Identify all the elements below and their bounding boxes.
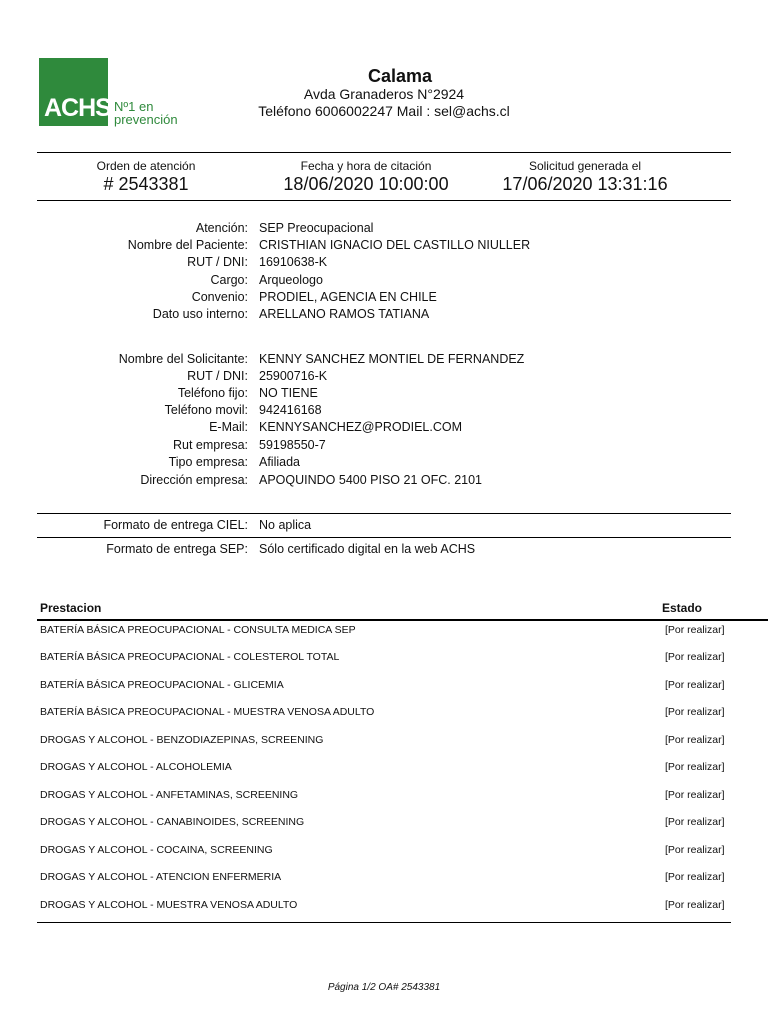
field-label: Teléfono fijo: bbox=[177, 386, 248, 400]
field-value: 16910638-K bbox=[259, 255, 328, 269]
field-value: PRODIEL, AGENCIA EN CHILE bbox=[259, 290, 437, 304]
logo-tagline-1: Nº1 en bbox=[114, 99, 154, 114]
table-row bbox=[0, 734, 768, 748]
divider bbox=[37, 513, 731, 514]
field-value: 942416168 bbox=[259, 403, 322, 417]
service-name: DROGAS Y ALCOHOL - CANABINOIDES, SCREENING bbox=[40, 816, 305, 828]
field-value: 25900716-K bbox=[259, 369, 328, 383]
field-value: APOQUINDO 5400 PISO 21 OFC. 2101 bbox=[259, 473, 483, 487]
patient-row bbox=[0, 273, 768, 290]
service-status: [Por realizar] bbox=[665, 706, 725, 718]
field-value: Afiliada bbox=[259, 455, 300, 469]
service-status: [Por realizar] bbox=[665, 899, 725, 911]
field-label: Teléfono movil: bbox=[164, 403, 248, 417]
table-row bbox=[0, 844, 768, 858]
service-name: DROGAS Y ALCOHOL - MUESTRA VENOSA ADULTO bbox=[40, 899, 298, 911]
requester-row bbox=[0, 473, 768, 490]
field-label: Dato uso interno: bbox=[152, 307, 248, 321]
requester-row bbox=[0, 386, 768, 403]
table-row bbox=[0, 651, 768, 665]
order-number-block bbox=[26, 159, 266, 195]
divider bbox=[37, 200, 731, 201]
service-name: DROGAS Y ALCOHOL - BENZODIAZEPINAS, SCREENING bbox=[40, 734, 324, 746]
field-label: RUT / DNI: bbox=[187, 369, 248, 383]
service-name: DROGAS Y ALCOHOL - ALCOHOLEMIA bbox=[40, 761, 232, 773]
table-row bbox=[0, 789, 768, 803]
created-label: Solicitud generada el bbox=[528, 159, 642, 173]
field-label: Tipo empresa: bbox=[168, 455, 248, 469]
service-status: [Por realizar] bbox=[665, 761, 725, 773]
table-header-divider bbox=[37, 619, 768, 621]
field-label: Cargo: bbox=[210, 273, 248, 287]
field-value: NO TIENE bbox=[259, 386, 318, 400]
table-row bbox=[0, 706, 768, 720]
requester-row bbox=[0, 438, 768, 455]
field-label: Formato de entrega CIEL: bbox=[103, 518, 248, 532]
delivery-row bbox=[0, 542, 768, 559]
service-name: BATERÍA BÁSICA PREOCUPACIONAL - MUESTRA VENOSA ADULTO bbox=[40, 706, 375, 718]
branch-title: Calama bbox=[367, 66, 433, 86]
service-name: BATERÍA BÁSICA PREOCUPACIONAL - GLICEMIA bbox=[40, 679, 284, 691]
branch-address: Avda Granaderos N°2924 bbox=[303, 86, 465, 102]
service-status: [Por realizar] bbox=[665, 624, 725, 636]
appointment-label: Fecha y hora de citación bbox=[300, 159, 432, 173]
table-row bbox=[0, 899, 768, 913]
field-value: ARELLANO RAMOS TATIANA bbox=[259, 307, 430, 321]
service-name: BATERÍA BÁSICA PREOCUPACIONAL - CONSULTA MEDICA SEP bbox=[40, 624, 356, 636]
field-label: Convenio: bbox=[191, 290, 248, 304]
field-label: Nombre del Paciente: bbox=[127, 238, 248, 252]
field-value: No aplica bbox=[259, 518, 312, 532]
table-row bbox=[0, 679, 768, 693]
service-status: [Por realizar] bbox=[665, 844, 725, 856]
requester-row bbox=[0, 369, 768, 386]
requester-row bbox=[0, 455, 768, 472]
patient-row bbox=[0, 221, 768, 238]
table-row bbox=[0, 624, 768, 638]
field-value: Sólo certificado digital en la web ACHS bbox=[259, 542, 476, 556]
field-value: 59198550-7 bbox=[259, 438, 326, 452]
field-value: KENNYSANCHEZ@PRODIEL.COM bbox=[259, 420, 462, 434]
table-row bbox=[0, 816, 768, 830]
created-value: 17/06/2020 13:31:16 bbox=[502, 174, 668, 194]
service-status: [Por realizar] bbox=[665, 871, 725, 883]
table-row bbox=[0, 871, 768, 885]
patient-row bbox=[0, 290, 768, 307]
field-label: E-Mail: bbox=[209, 420, 248, 434]
logo-text: ACHS bbox=[44, 94, 111, 122]
column-header-prestacion: Prestacion bbox=[40, 601, 102, 615]
divider bbox=[37, 537, 731, 538]
table-bottom-divider bbox=[37, 922, 731, 923]
field-value: SEP Preocupacional bbox=[259, 221, 374, 235]
service-status: [Por realizar] bbox=[665, 816, 725, 828]
order-number-value: # 2543381 bbox=[103, 174, 189, 194]
appointment-value: 18/06/2020 10:00:00 bbox=[283, 174, 449, 194]
created-block bbox=[465, 159, 705, 195]
service-status: [Por realizar] bbox=[665, 651, 725, 663]
requester-row bbox=[0, 420, 768, 437]
patient-row bbox=[0, 255, 768, 272]
column-header-estado: Estado bbox=[662, 601, 703, 615]
patient-row bbox=[0, 307, 768, 324]
service-name: DROGAS Y ALCOHOL - COCAINA, SCREENING bbox=[40, 844, 273, 856]
logo-tagline-2: prevención bbox=[114, 112, 178, 127]
field-label: Atención: bbox=[195, 221, 248, 235]
service-name: DROGAS Y ALCOHOL - ANFETAMINAS, SCREENING bbox=[40, 789, 299, 801]
order-number-label: Orden de atención bbox=[96, 159, 196, 173]
field-value: Arqueologo bbox=[259, 273, 323, 287]
field-value: KENNY SANCHEZ MONTIEL DE FERNANDEZ bbox=[259, 352, 525, 366]
field-label: Formato de entrega SEP: bbox=[106, 542, 248, 556]
page-footer: Página 1/2 OA# 2543381 bbox=[327, 982, 441, 993]
service-name: DROGAS Y ALCOHOL - ATENCION ENFERMERIA bbox=[40, 871, 282, 883]
branch-contact: Teléfono 6006002247 Mail : sel@achs.cl bbox=[258, 103, 510, 119]
service-status: [Por realizar] bbox=[665, 789, 725, 801]
field-label: Dirección empresa: bbox=[140, 473, 248, 487]
requester-row bbox=[0, 403, 768, 420]
patient-row bbox=[0, 238, 768, 255]
service-name: BATERÍA BÁSICA PREOCUPACIONAL - COLESTEROL TOTAL bbox=[40, 651, 340, 663]
requester-row bbox=[0, 352, 768, 369]
field-label: Rut empresa: bbox=[172, 438, 248, 452]
field-label: RUT / DNI: bbox=[187, 255, 248, 269]
field-label: Nombre del Solicitante: bbox=[118, 352, 248, 366]
field-value: CRISTHIAN IGNACIO DEL CASTILLO NIULLER bbox=[259, 238, 531, 252]
table-row bbox=[0, 761, 768, 775]
service-status: [Por realizar] bbox=[665, 679, 725, 691]
delivery-row bbox=[0, 518, 768, 535]
appointment-block bbox=[246, 159, 486, 195]
divider bbox=[37, 152, 731, 153]
service-status: [Por realizar] bbox=[665, 734, 725, 746]
